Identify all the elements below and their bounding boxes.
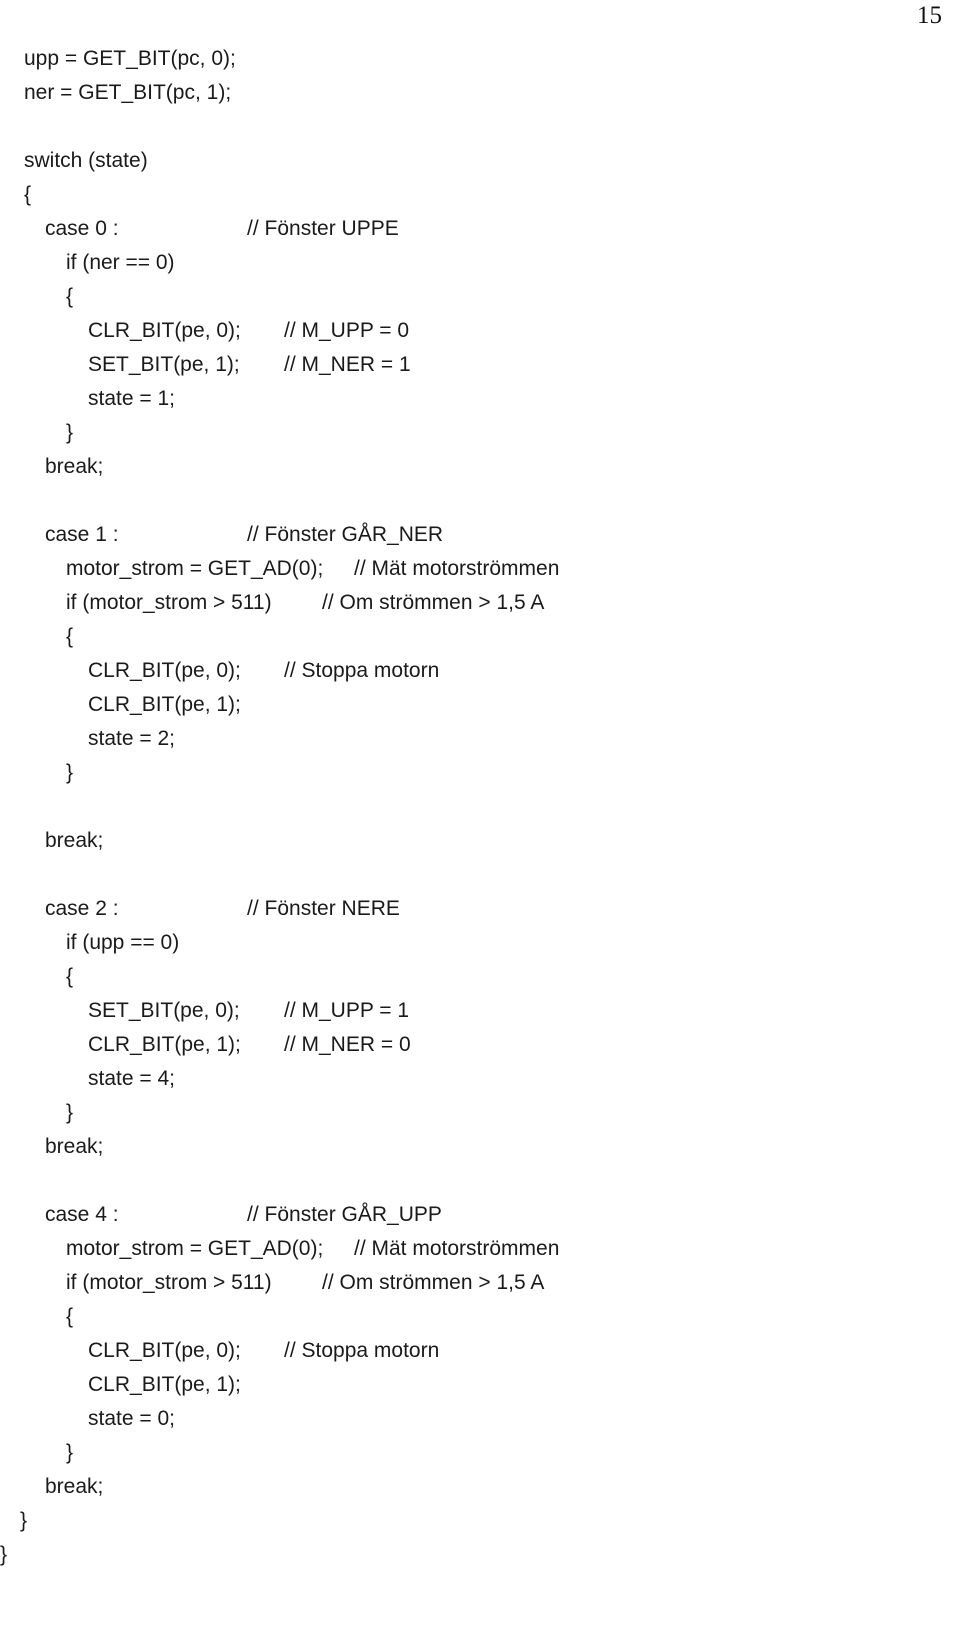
code-text: { [66, 1305, 74, 1328]
code-text: { [24, 183, 32, 206]
code-text: CLR_BIT(pe, 1); [88, 1373, 241, 1396]
code-line [88, 348, 688, 382]
code-line [45, 892, 645, 926]
code-line [66, 246, 175, 280]
code-line [88, 688, 241, 722]
code-text: SET_BIT(pe, 0); [88, 999, 240, 1022]
code-text: case 4 : [45, 1203, 119, 1226]
code-line [66, 620, 73, 654]
code-text: CLR_BIT(pe, 0); [88, 659, 241, 682]
code-line [66, 416, 73, 450]
code-text: if (motor_strom > 511) [66, 1271, 272, 1294]
code-comment: // Fönster GÅR_NER [247, 523, 444, 546]
code-text: { [66, 285, 74, 308]
code-line [45, 450, 103, 484]
code-line [66, 756, 73, 790]
code-comment: // Om strömmen > 1,5 A [322, 591, 545, 614]
code-line [88, 994, 688, 1028]
code-comment: // Om strömmen > 1,5 A [322, 1271, 545, 1294]
code-text: state = 0; [88, 1407, 175, 1430]
code-line [45, 518, 645, 552]
code-line [66, 1096, 73, 1130]
code-text: { [66, 625, 74, 648]
code-text: } [66, 1101, 74, 1124]
code-text: } [66, 421, 74, 444]
code-line [88, 1368, 241, 1402]
code-comment: // M_UPP = 1 [284, 999, 410, 1022]
code-comment: // Fönster UPPE [247, 217, 399, 240]
code-line [24, 144, 148, 178]
code-line [88, 1334, 688, 1368]
code-line [88, 722, 175, 756]
code-line [24, 76, 231, 110]
code-text: if (ner == 0) [66, 251, 175, 274]
code-text: CLR_BIT(pe, 1); [88, 693, 241, 716]
code-text: CLR_BIT(pe, 1); [88, 1033, 241, 1056]
code-line [66, 1266, 766, 1300]
code-line [88, 314, 688, 348]
code-comment: // M_NER = 0 [284, 1033, 411, 1056]
code-comment: // Stoppa motorn [284, 1339, 440, 1362]
code-text: if (motor_strom > 511) [66, 591, 272, 614]
code-comment: // Fönster NERE [247, 897, 400, 920]
code-text: state = 4; [88, 1067, 175, 1090]
code-line [45, 1130, 103, 1164]
code-text: state = 2; [88, 727, 175, 750]
code-line [20, 1504, 27, 1538]
code-text: break; [45, 1475, 104, 1498]
code-line [66, 1300, 73, 1334]
code-text: case 1 : [45, 523, 119, 546]
page-number: 15 [917, 2, 942, 29]
code-line [24, 42, 236, 76]
code-text: } [0, 1543, 8, 1566]
code-line [88, 382, 175, 416]
code-line [45, 212, 645, 246]
code-text: ner = GET_BIT(pc, 1); [24, 81, 232, 104]
code-text: motor_strom = GET_AD(0); [66, 557, 324, 580]
code-line [66, 1436, 73, 1470]
code-text: upp = GET_BIT(pc, 0); [24, 47, 236, 70]
code-line [66, 926, 179, 960]
code-line [66, 586, 766, 620]
code-text: } [66, 761, 74, 784]
code-comment: // Mät motorströmmen [354, 1237, 560, 1260]
code-comment: // Stoppa motorn [284, 659, 440, 682]
code-line [66, 1232, 766, 1266]
code-comment: // M_UPP = 0 [284, 319, 410, 342]
code-text: CLR_BIT(pe, 0); [88, 319, 241, 342]
code-line [88, 1402, 175, 1436]
code-line [88, 1062, 175, 1096]
code-line [45, 1198, 645, 1232]
code-comment: // Fönster GÅR_UPP [247, 1203, 442, 1226]
code-line [0, 1538, 7, 1572]
code-comment: // M_NER = 1 [284, 353, 411, 376]
code-text: if (upp == 0) [66, 931, 180, 954]
code-line [66, 552, 766, 586]
code-line [45, 1470, 103, 1504]
code-comment: // Mät motorströmmen [354, 557, 560, 580]
code-text: break; [45, 1135, 104, 1158]
code-text: break; [45, 455, 104, 478]
code-line [66, 960, 73, 994]
code-line [45, 824, 103, 858]
code-text: state = 1; [88, 387, 175, 410]
code-text: motor_strom = GET_AD(0); [66, 1237, 324, 1260]
code-line [88, 1028, 688, 1062]
code-line [24, 178, 31, 212]
code-text: { [66, 965, 74, 988]
code-text: SET_BIT(pe, 1); [88, 353, 240, 376]
code-text: break; [45, 829, 104, 852]
code-text: switch (state) [24, 149, 148, 172]
code-text: } [66, 1441, 74, 1464]
code-text: case 0 : [45, 217, 119, 240]
code-text: } [20, 1509, 28, 1532]
code-line [66, 280, 73, 314]
code-line [88, 654, 688, 688]
code-text: case 2 : [45, 897, 119, 920]
code-text: CLR_BIT(pe, 0); [88, 1339, 241, 1362]
